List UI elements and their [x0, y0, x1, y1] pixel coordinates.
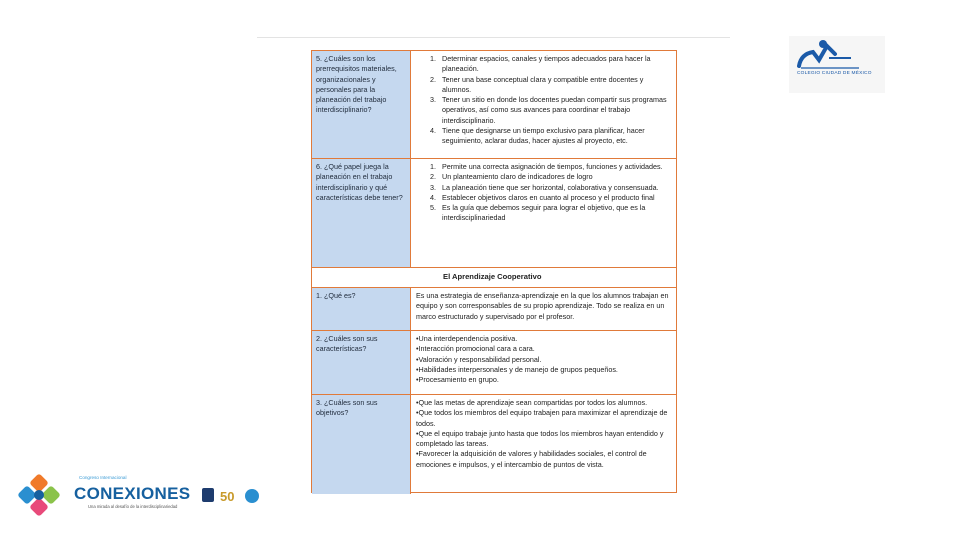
question-text: 2. ¿Cuáles son sus características?	[316, 334, 378, 354]
answer-cell	[411, 159, 676, 268]
question-cell	[312, 395, 411, 494]
conexiones-logo	[10, 470, 264, 520]
question-text: 6. ¿Qué papel juega la planeación en el trabajo interdisciplinario y qué características debe tener?	[316, 162, 403, 202]
table-row	[312, 288, 676, 331]
school-logo	[789, 36, 885, 93]
conexiones-tagline: Una mirada al desafío de la interdisciplinariedad	[88, 504, 178, 509]
list-item: 3. La planeación tiene que ser horizontal, colaborativa y consensuada.	[438, 183, 671, 193]
list-item: 4. Establecer objetivos claros en cuanto al proceso y el producto final	[438, 193, 671, 203]
bullet-item: •Procesamiento en grupo.	[416, 375, 499, 385]
conexiones-title: CONEXIONES	[74, 484, 191, 503]
bullet-text: Valoración y responsabilidad personal.	[418, 354, 542, 364]
question-text: 5. ¿Cuáles son los prerrequisitos materiales, organizacionales y personales para la planeación del trabajo interdisciplinario?	[316, 54, 397, 115]
bullet-item: •Que todos los miembros del equipo trabajen para maximizar el aprendizaje de todos.	[416, 408, 668, 428]
table-row	[312, 159, 676, 268]
answer-text: Es una estrategia de enseñanza-aprendizaje en la que los alumnos trabajan en equipo y son corresponsables de su propio aprendizaje. Todo se realiza en un marco estructurado y supervisado por el profesor.	[416, 291, 669, 321]
list-item: 4. Tiene que designarse un tiempo exclusivo para planificar, hacer seguimiento, aclarar dudas, hacer ajustes al proyecto, etc.	[438, 126, 671, 147]
bullet-text: Que todos los miembros del equipo trabajen para maximizar el aprendizaje de todos.	[416, 408, 668, 428]
list-item: 5. Es la guía que debemos seguir para lograr el objetivo, que es la interdisciplinariedad	[438, 203, 671, 224]
conexiones-emblem-icon	[10, 470, 70, 520]
answer-cell	[411, 331, 676, 395]
question-cell	[312, 331, 411, 395]
bullet-item: •Que el equipo trabaje junto hasta que todos los miembros hayan entendido y completado las tareas.	[416, 428, 664, 449]
list-item: 1. Determinar espacios, canales y tiempos adecuados para hacer la planeación.	[438, 54, 671, 75]
partner-logos-icon	[200, 484, 260, 508]
list-item: 1. Permite una correcta asignación de tiempos, funciones y actividades.	[438, 162, 671, 172]
list-item: 2. Un planteamiento claro de indicadores de logro	[438, 172, 671, 182]
answer-cell	[411, 395, 676, 494]
bullet-text: Que el equipo trabaje junto hasta que todos los miembros hayan entendido y completado las tareas.	[416, 428, 664, 449]
top-divider	[257, 37, 730, 38]
answer-cell	[411, 288, 676, 331]
table-row	[312, 51, 676, 159]
bullet-item: •Que las metas de aprendizaje sean compartidas por todos los alumnos.	[416, 398, 648, 407]
school-emblem-icon	[789, 36, 885, 76]
question-cell	[312, 159, 411, 268]
answer-list	[416, 54, 671, 147]
bullet-text: Favorecer la adquisición de valores y habilidades sociales, el control de emociones e impulsos, y el intercambio de puntos de vista.	[416, 449, 647, 469]
question-text: 1. ¿Qué es?	[316, 291, 356, 300]
answer-list	[416, 162, 671, 224]
section-heading	[312, 268, 676, 288]
bullet-item: •Habilidades interpersonales y de manejo de grupos pequeños.	[416, 364, 618, 374]
bullet-text: Interacción promocional cara a cara.	[418, 344, 535, 354]
table-row	[312, 395, 676, 494]
bullet-text: Habilidades interpersonales y de manejo de grupos pequeños.	[418, 364, 618, 374]
table-row	[312, 331, 676, 395]
bullet-item: •Una interdependencia positiva.	[416, 334, 518, 343]
conexiones-subtitle: Congreso Internacional	[79, 475, 127, 480]
bullet-text: Una interdependencia positiva.	[418, 334, 518, 343]
list-item: 3. Tener un sitio en donde los docentes puedan compartir sus programas operativos, así como sus avances para coordinar el trabajo interdisciplinario.	[438, 95, 671, 126]
document-page	[311, 50, 677, 493]
question-text: 3. ¿Cuáles son sus objetivos?	[316, 398, 378, 418]
section-title: El Aprendizaje Cooperativo	[443, 272, 542, 281]
bullet-item: •Favorecer la adquisición de valores y habilidades sociales, el control de emociones e impulsos, y el intercambio de puntos de vista.	[416, 449, 647, 469]
badge-50-label: 50	[220, 489, 235, 504]
bullet-item: •Interacción promocional cara a cara.	[416, 344, 535, 354]
question-cell	[312, 288, 411, 331]
list-item: 2. Tener una base conceptual clara y compatible entre docentes y alumnos.	[438, 75, 671, 96]
question-cell	[312, 51, 411, 159]
school-name: COLEGIO CIUDAD DE MÉXICO	[797, 71, 872, 76]
bullet-text: Que las metas de aprendizaje sean compartidas por todos los alumnos.	[418, 398, 648, 407]
bullet-item: •Valoración y responsabilidad personal.	[416, 354, 542, 364]
bullet-text: Procesamiento en grupo.	[418, 375, 499, 385]
answer-cell	[411, 51, 676, 159]
